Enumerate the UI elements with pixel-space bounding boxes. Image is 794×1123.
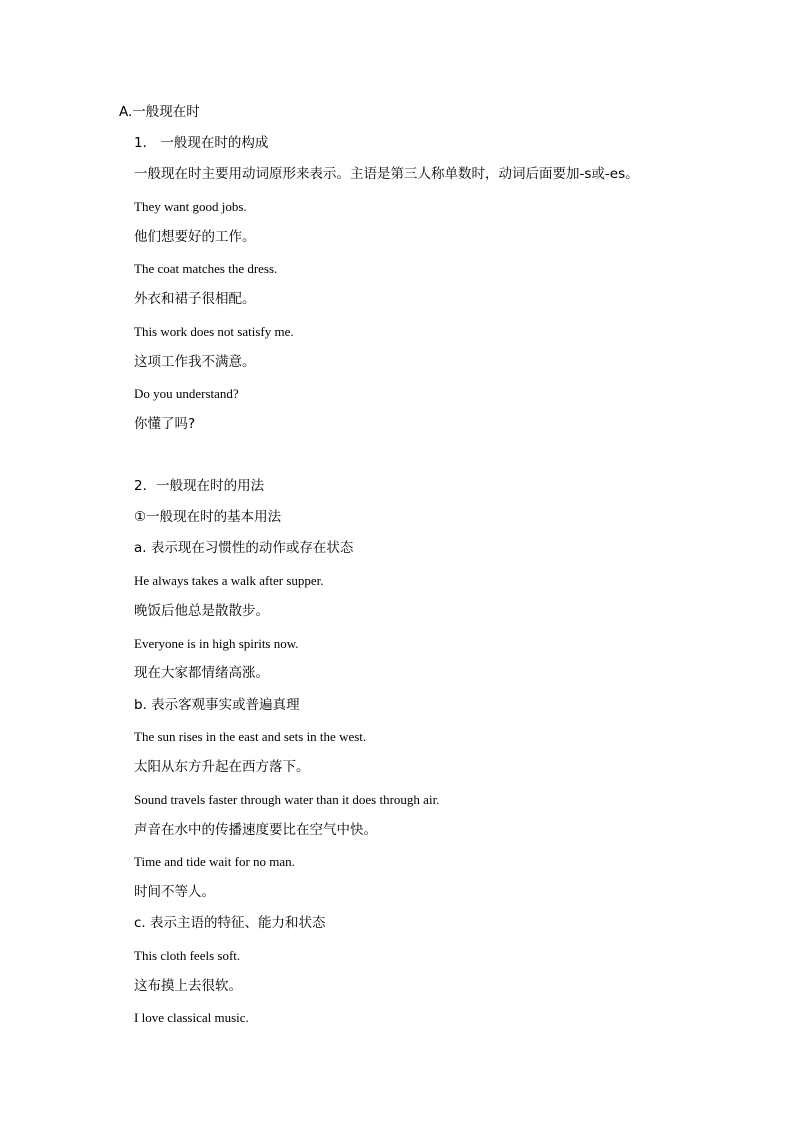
usage-c-example-cn-1: 这布摸上去很软。	[134, 978, 242, 994]
usage-b-example-en-3: Time and tide wait for no man.	[134, 854, 295, 869]
example-cn-4: 你懂了吗?	[134, 416, 196, 432]
example-en-2: The coat matches the dress.	[134, 261, 278, 276]
usage-b-example-cn-2: 声音在水中的传播速度要比在空气中快。	[134, 822, 377, 838]
usage-b-example-cn-3: 时间不等人。	[134, 884, 215, 900]
example-cn-1: 他们想要好的工作。	[134, 229, 256, 245]
example-en-1: They want good jobs.	[134, 199, 247, 214]
example-cn-3: 这项工作我不满意。	[134, 354, 256, 370]
subsection-2-subheading: ①一般现在时的基本用法	[134, 509, 282, 525]
usage-c-example-en-2: I love classical music.	[134, 1010, 249, 1025]
section-title: A.一般现在时	[119, 104, 200, 120]
usage-a-label: a. 表示现在习惯性的动作或存在状态	[134, 540, 354, 556]
usage-a-example-cn-2: 现在大家都情绪高涨。	[134, 665, 269, 681]
usage-b-example-en-2: Sound travels faster through water than it does through air.	[134, 792, 440, 807]
usage-c-label: c. 表示主语的特征、能力和状态	[134, 915, 326, 931]
subsection-1-heading: 1． 一般现在时的构成	[134, 135, 269, 151]
rule-text: 一般现在时主要用动词原形来表示。主语是第三人称单数时，动词后面要加-s或-es。	[134, 166, 639, 182]
usage-b-label: b. 表示客观事实或普遍真理	[134, 697, 300, 713]
usage-b-example-en-1: The sun rises in the east and sets in the west.	[134, 729, 367, 744]
example-en-3: This work does not satisfy me.	[134, 324, 294, 339]
usage-a-example-cn-1: 晚饭后他总是散散步。	[134, 603, 269, 619]
example-en-4: Do you understand?	[134, 386, 239, 401]
usage-b-example-cn-1: 太阳从东方升起在西方落下。	[134, 759, 310, 775]
example-cn-2: 外衣和裙子很相配。	[134, 291, 256, 307]
usage-a-example-en-1: He always takes a walk after supper.	[134, 573, 324, 588]
subsection-2-heading: 2．一般现在时的用法	[134, 478, 265, 494]
usage-c-example-en-1: This cloth feels soft.	[134, 948, 241, 963]
usage-a-example-en-2: Everyone is in high spirits now.	[134, 636, 299, 651]
